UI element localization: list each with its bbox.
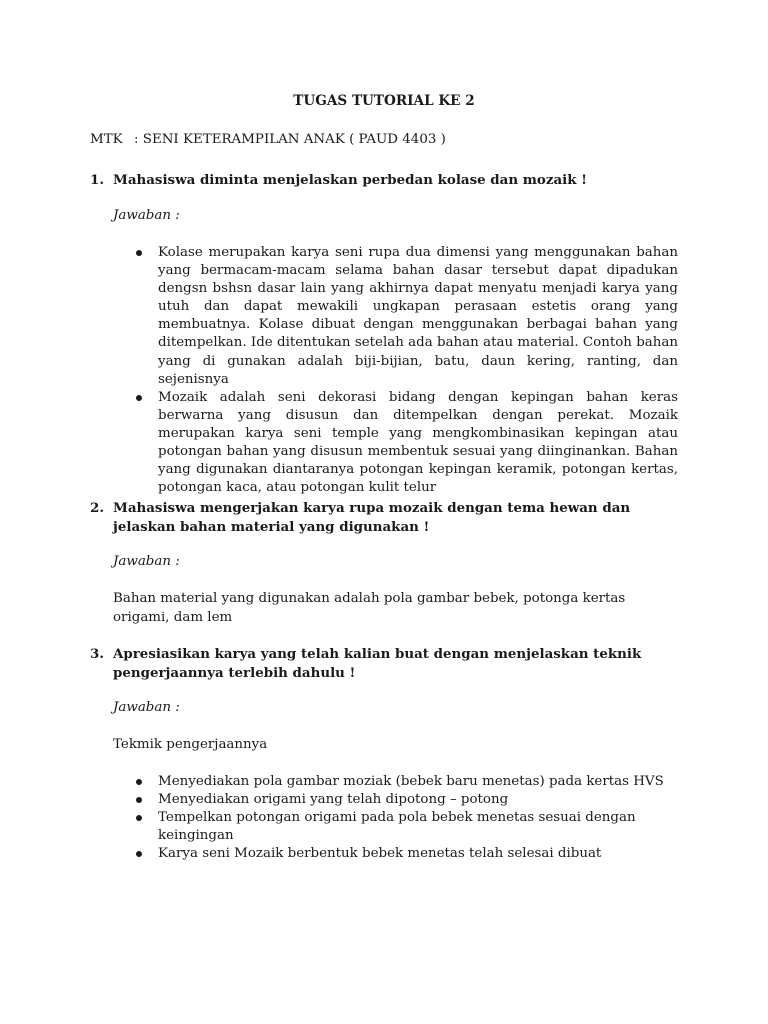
question-number: 3.	[90, 646, 104, 662]
question-text: Apresiasikan karya yang telah kalian buat dengan menjelaskan teknik pengerjaannya terlebih dahulu !	[113, 646, 642, 681]
list-item: Menyediakan pola gambar moziak (bebek baru menetas) pada kertas HVS	[113, 773, 678, 791]
course-label: MTK	[90, 132, 123, 147]
question-1	[90, 171, 680, 190]
list-item: Menyediakan origami yang telah dipotong – potong	[113, 791, 678, 809]
bullet-icon	[136, 250, 142, 256]
question-number: 2.	[90, 500, 104, 516]
list-item: Kolase merupakan karya seni rupa dua dimensi yang menggunakan bahan yang bermacam-macam selama bahan dasar tersebut dapat dipadukan dengsn bshsn dasar lain yang akhirnya dapat menyatu menjadi karya yang utuh dan dapat mewakili ungkapan perasaan estetis orang yang membuatnya. Kolase dibuat dengan menggunakan berbagai bahan yang ditempelkan. Ide ditentukan setelah ada bahan atau material. Contoh bahan yang di gunakan adalah biji-bijian, batu, daun kering, ranting, dan sejenisnya	[113, 244, 678, 389]
question-text: Mahasiswa diminta menjelaskan perbedan kolase dan mozaik !	[113, 172, 588, 188]
answer-3-intro: Tekmik pengerjaannya	[113, 737, 268, 752]
answer-3-list	[113, 773, 678, 863]
question-number: 1.	[90, 172, 104, 188]
course-line	[90, 132, 446, 147]
answer-label: Jawaban :	[113, 208, 180, 223]
course-value: : SENI KETERAMPILAN ANAK ( PAUD 4403 )	[134, 132, 446, 147]
question-text: Mahasiswa mengerjakan karya rupa mozaik dengan tema hewan dan jelaskan bahan material yang digunakan !	[113, 500, 631, 535]
answer-1-list	[113, 244, 678, 497]
answer-2-text: Bahan material yang digunakan adalah pola gambar bebek, potonga kertas origami, dam lem	[113, 591, 626, 625]
document-title: TUGAS TUTORIAL KE 2	[293, 93, 475, 109]
answer-label: Jawaban :	[113, 554, 180, 569]
bullet-icon	[136, 779, 142, 785]
question-3	[90, 645, 680, 682]
bullet-icon	[136, 395, 142, 401]
list-item: Mozaik adalah seni dekorasi bidang dengan kepingan bahan keras berwarna yang disusun dan ditempelkan dengan perekat. Mozaik merupakan karya seni temple yang mengkombinasikan kepingan atau potongan bahan yang disusun membentuk sesuai yang diinginankan. Bahan yang digunakan diantaranya potongan kepingan keramik, potongan kertas, potongan kaca, atau potongan kulit telur	[113, 389, 678, 498]
bullet-icon	[136, 797, 142, 803]
list-item: Tempelkan potongan origami pada pola bebek menetas sesuai dengan keingingan	[113, 809, 678, 845]
answer-label: Jawaban :	[113, 700, 180, 715]
question-2	[90, 499, 680, 536]
bullet-icon	[136, 815, 142, 821]
list-item: Karya seni Mozaik berbentuk bebek menetas telah selesai dibuat	[113, 845, 678, 863]
bullet-icon	[136, 851, 142, 857]
